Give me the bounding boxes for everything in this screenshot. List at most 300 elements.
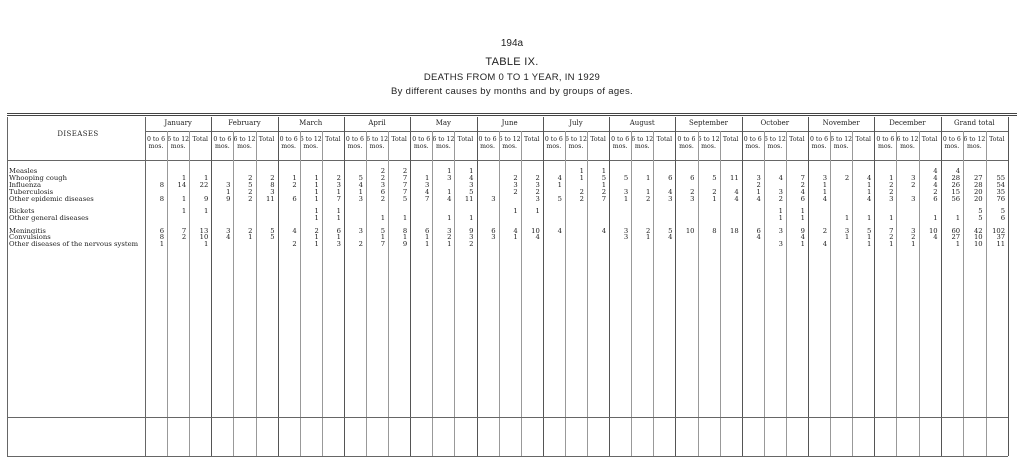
table-cell: 1 <box>336 207 341 216</box>
table-cell: 3 <box>668 194 673 203</box>
table-cell: 1 <box>159 240 165 249</box>
table-cell: 1 <box>623 194 629 203</box>
table-cell: 4 <box>557 226 562 235</box>
table-cell: 3 <box>535 180 540 189</box>
table-bottom-rule <box>7 456 1008 457</box>
col-rule-32 <box>874 117 875 456</box>
table-cell: 20 <box>973 194 983 203</box>
table-cell: 1 <box>579 173 584 182</box>
table-cell: 10 <box>531 226 540 235</box>
table-cell: 4 <box>822 194 828 203</box>
table-cell: 3 <box>358 194 363 203</box>
table-cell: 4 <box>822 240 828 249</box>
table-cell: 9 <box>203 194 209 203</box>
table-cell: 1 <box>822 180 828 189</box>
sub-header-6-1: 6 to 12 mos. <box>564 136 587 150</box>
table-cell: 1 <box>645 233 651 242</box>
sub-header-9-0: 0 to 6 mos. <box>743 136 762 150</box>
table-cell: 2 <box>358 240 363 249</box>
table-cell: 1 <box>866 180 872 189</box>
table-title: DEATHS FROM 0 TO 1 YEAR, IN 1929 <box>423 72 601 83</box>
sub-header-3-1: 6 to 12 mos. <box>366 136 389 150</box>
table-cell: 2 <box>645 226 651 235</box>
table-cell: 1 <box>800 214 805 222</box>
table-cell: 3 <box>778 240 783 249</box>
table-cell: 4 <box>756 194 761 203</box>
month-header-5: June <box>501 119 518 127</box>
table-cell: 42 <box>973 226 983 235</box>
table-cell: 1 <box>314 194 319 203</box>
sub-header-5-0: 0 to 6 mos. <box>478 136 497 150</box>
table-cell: 6 <box>756 226 761 235</box>
table-cell: 10 <box>685 226 695 235</box>
table-cell: 3 <box>844 226 850 235</box>
table-cell: 6 <box>1000 214 1006 222</box>
sub-header-9-1: 6 to 12 mos. <box>763 136 786 150</box>
table-cell: 14 <box>177 180 187 189</box>
table-cell: 1 <box>314 187 319 196</box>
table-cell: 5 <box>1000 207 1006 216</box>
table-cell: 1 <box>314 214 319 222</box>
sub-header-7-2: Total <box>656 136 673 143</box>
table-cell: 9 <box>226 194 231 203</box>
table-cell: 1 <box>336 233 341 242</box>
table-cell: 6 <box>292 194 297 203</box>
header-bottom-rule <box>7 160 1008 161</box>
table-cell: 8 <box>159 180 165 189</box>
sub-header-12-0: 0 to 6 mos. <box>942 136 961 150</box>
table-cell: 4 <box>424 187 430 196</box>
table-cell: 2 <box>513 173 518 182</box>
table-cell: 3 <box>889 194 894 203</box>
table-cell: 1 <box>822 187 828 196</box>
table-cell: 1 <box>424 173 430 182</box>
row-label: Rickets <box>9 208 35 215</box>
row-label: Whooping cough <box>9 174 67 182</box>
table-cell: 1 <box>469 214 474 222</box>
row-label: Other general diseases <box>9 215 89 222</box>
sub-header-1-2: Total <box>258 136 275 143</box>
sub-header-1-1: 6 to 12 mos. <box>233 136 256 150</box>
table-cell: 2 <box>535 187 540 196</box>
table-cell: 4 <box>535 233 540 242</box>
sub-header-7-1: 6 to 12 mos. <box>631 136 654 150</box>
table-cell: 4 <box>933 167 938 175</box>
table-cell: 4 <box>933 180 938 189</box>
table-cell: 6 <box>668 173 673 182</box>
table-cell: 3 <box>424 180 430 189</box>
table-cell: 2 <box>336 173 341 182</box>
table-cell: 1 <box>181 194 187 203</box>
table-cell: 27 <box>951 233 961 242</box>
table-cell: 5 <box>248 180 253 189</box>
row-label: Convulsions <box>9 234 51 242</box>
table-cell: 5 <box>557 194 562 203</box>
month-header-12: Grand total <box>954 119 995 127</box>
table-cell: 5 <box>270 233 275 242</box>
table-cell: 1 <box>402 233 408 242</box>
table-cell: 3 <box>226 180 231 189</box>
table-cell: 1 <box>203 240 209 249</box>
table-cell: 76 <box>996 194 1006 203</box>
table-cell: 20 <box>973 187 983 196</box>
table-cell: 1 <box>579 167 584 175</box>
sub-header-8-1: 6 to 12 mos. <box>697 136 720 150</box>
table-cell: 1 <box>601 167 607 175</box>
table-cell: 1 <box>424 233 430 242</box>
month-header-7: August <box>629 119 655 127</box>
table-cell: 1 <box>424 240 430 249</box>
col-rule-8 <box>344 117 345 456</box>
row-label: Measles <box>9 168 38 175</box>
table-cell: 4 <box>734 194 739 203</box>
table-cell: 4 <box>734 187 739 196</box>
table-cell: 3 <box>226 226 231 235</box>
sub-header-0-0: 0 to 6 mos. <box>147 136 166 150</box>
table-cell: 1 <box>336 214 341 222</box>
sub-header-2-0: 0 to 6 mos. <box>279 136 298 150</box>
row-label: Other diseases of the nervous system <box>9 241 139 249</box>
table-cell: 2 <box>579 194 584 203</box>
sub-header-5-1: 6 to 12 mos. <box>498 136 521 150</box>
table-cell: 2 <box>248 226 253 235</box>
table-cell: 1 <box>203 207 209 216</box>
table-cell: 1 <box>889 214 894 222</box>
table-cell: 10 <box>973 233 983 242</box>
month-header-1: February <box>228 119 261 127</box>
table-cell: 35 <box>996 187 1006 196</box>
sub-header-11-1: 6 to 12 mos. <box>896 136 919 150</box>
table-cell: 1 <box>314 173 319 182</box>
row-label: Influenza <box>9 181 42 189</box>
col-rule-23 <box>675 117 676 456</box>
table-cell: 4 <box>800 233 805 242</box>
table-cell: 1 <box>513 233 518 242</box>
month-header-4: May <box>435 119 451 127</box>
month-header-3: April <box>368 119 386 127</box>
table-cell: 2 <box>889 180 894 189</box>
table-cell: 22 <box>199 180 209 189</box>
row-label: Other epidemic diseases <box>9 195 94 203</box>
table-cell: 1 <box>535 207 540 216</box>
table-cell: 3 <box>491 233 496 242</box>
col-rule-11 <box>410 117 411 456</box>
table-cell: 3 <box>336 180 341 189</box>
table-cell: 3 <box>270 187 275 196</box>
table-cell: 1 <box>645 187 651 196</box>
table-cell: 1 <box>866 233 872 242</box>
table-cell: 11 <box>730 173 739 182</box>
table-cell: 2 <box>690 187 695 196</box>
table-cell: 4 <box>866 194 872 203</box>
table-subtitle: By different causes by months and by groups of ages. <box>391 86 633 97</box>
col-rule-14 <box>477 117 478 456</box>
table-cell: 3 <box>623 187 629 196</box>
table-cell: 1 <box>645 173 651 182</box>
table-cell: 1 <box>778 207 783 216</box>
table-cell: 7 <box>889 226 894 235</box>
table-cell: 3 <box>535 194 540 203</box>
sub-header-12-2: Total <box>989 136 1005 143</box>
table-cell: 7 <box>402 173 408 182</box>
table-cell: 3 <box>778 187 783 196</box>
month-divider-rule <box>145 131 1008 132</box>
total-top-rule <box>7 417 1008 418</box>
table-cell: 3 <box>336 240 341 249</box>
table-cell: 2 <box>889 233 894 242</box>
col-rule-2 <box>211 117 212 456</box>
col-rule-20 <box>609 117 610 456</box>
table-cell: 1 <box>314 233 319 242</box>
table-cell: 4 <box>933 233 938 242</box>
table-cell: 11 <box>265 194 275 203</box>
table-cell: 2 <box>402 167 408 175</box>
table-cell: 7 <box>402 180 408 189</box>
col-rule-17 <box>543 117 544 456</box>
table-cell: 4 <box>866 173 872 182</box>
table-cell: 7 <box>181 226 187 235</box>
table-cell: 1 <box>933 214 938 222</box>
sub-header-0-1: 6 to 12 mos. <box>167 136 190 150</box>
table-cell: 1 <box>314 240 319 249</box>
table-cell: 2 <box>380 194 386 203</box>
table-cell: 4 <box>800 187 805 196</box>
table-cell: 2 <box>822 226 828 235</box>
table-cell: 6 <box>380 187 386 196</box>
table-cell: 1 <box>889 240 894 249</box>
table-cell: 2 <box>270 173 275 182</box>
table-cell: 1 <box>203 173 209 182</box>
table-cell: 7 <box>336 194 341 203</box>
table-cell: 3 <box>911 194 916 203</box>
table-cell: 1 <box>181 173 187 182</box>
sub-header-10-0: 0 to 6 mos. <box>810 136 829 150</box>
table-cell: 7 <box>380 240 386 249</box>
table-cell: 3 <box>380 180 386 189</box>
sub-header-6-2: Total <box>590 136 606 143</box>
table-cell: 5 <box>469 187 474 196</box>
table-cell: 7 <box>402 187 408 196</box>
table-cell: 2 <box>513 187 518 196</box>
table-cell: 5 <box>978 214 983 222</box>
month-header-2: March <box>299 119 323 127</box>
table-cell: 1 <box>314 207 319 216</box>
label-col-rule <box>145 117 146 456</box>
sub-header-4-0: 0 to 6 mos. <box>412 136 431 150</box>
table-cell: 6 <box>424 226 430 235</box>
table-cell: 2 <box>601 187 607 196</box>
table-cell: 6 <box>336 226 341 235</box>
table-cell: 4 <box>447 194 452 203</box>
sub-header-11-2: Total <box>921 136 938 143</box>
table-cell: 2 <box>756 180 761 189</box>
table-cell: 1 <box>800 207 805 216</box>
table-cell: 3 <box>469 180 474 189</box>
table-cell: 3 <box>513 180 518 189</box>
table-cell: 1 <box>955 240 961 249</box>
sub-header-5-2: Total <box>523 136 540 143</box>
table-cell: 10 <box>928 226 938 235</box>
table-cell: 3 <box>358 226 363 235</box>
table-cell: 11 <box>464 194 474 203</box>
table-cell: 1 <box>380 233 386 242</box>
col-rule-5 <box>278 117 279 456</box>
sub-header-2-1: 6 to 12 mos. <box>299 136 322 150</box>
table-cell: 1 <box>601 180 607 189</box>
table-cell: 8 <box>159 233 165 242</box>
table-cell: 9 <box>469 226 474 235</box>
table-cell: 6 <box>933 194 938 203</box>
table-cell: 37 <box>996 233 1006 242</box>
table-cell: 4 <box>513 226 518 235</box>
table-cell: 3 <box>756 173 761 182</box>
row-label: Meningitis <box>9 227 46 235</box>
table-cell: 2 <box>469 240 474 249</box>
sub-header-3-2: Total <box>391 136 407 143</box>
table-cell: 1 <box>778 214 783 222</box>
table-cell: 5 <box>623 173 629 182</box>
table-cell: 2 <box>181 233 187 242</box>
sub-header-4-1: 6 to 12 mos. <box>432 136 455 150</box>
table-cell: 4 <box>601 226 607 235</box>
table-cell: 2 <box>800 180 805 189</box>
table-cell: 1 <box>866 214 872 222</box>
sub-header-0-2: Total <box>192 136 208 143</box>
month-header-10: November <box>822 119 860 127</box>
table-cell: 4 <box>756 233 761 242</box>
sub-header-1-0: 0 to 6 mos. <box>213 136 232 150</box>
table-cell: 1 <box>712 194 717 203</box>
table-cell: 1 <box>844 214 850 222</box>
table-cell: 2 <box>535 173 540 182</box>
sub-header-12-1: 6 to 12 mos. <box>963 136 986 150</box>
table-cell: 1 <box>447 214 452 222</box>
table-cell: 56 <box>951 194 961 203</box>
table-cell: 1 <box>866 240 872 249</box>
sub-header-10-1: 6 to 12 mos. <box>830 136 853 150</box>
table-cell: 5 <box>601 173 607 182</box>
table-cell: 1 <box>447 167 452 175</box>
table-cell: 4 <box>668 187 673 196</box>
table-cell: 8 <box>712 226 717 235</box>
table-cell: 1 <box>447 240 452 249</box>
table-label: TABLE IX. <box>485 56 539 68</box>
table-cell: 3 <box>623 233 629 242</box>
table-cell: 11 <box>996 240 1006 249</box>
table-cell: 60 <box>951 226 961 235</box>
table-cell: 7 <box>601 194 607 203</box>
sub-header-8-0: 0 to 6 mos. <box>677 136 696 150</box>
month-header-8: September <box>689 119 729 127</box>
table-cell: 27 <box>973 173 983 182</box>
row-label: Tuberculosis <box>9 188 54 196</box>
table-cell: 1 <box>889 173 894 182</box>
table-cell: 3 <box>447 226 452 235</box>
table-cell: 15 <box>951 187 961 196</box>
table-cell: 7 <box>424 194 430 203</box>
table-cell: 5 <box>380 226 386 235</box>
table-cell: 2 <box>380 167 386 175</box>
table-cell: 2 <box>911 180 916 189</box>
table-cell: 9 <box>402 240 408 249</box>
table-cell: 6 <box>159 226 165 235</box>
table-cell: 1 <box>226 187 231 196</box>
table-cell: 1 <box>955 214 961 222</box>
table-cell: 4 <box>778 173 783 182</box>
table-cell: 2 <box>712 187 717 196</box>
table-cell: 8 <box>402 226 408 235</box>
table-cell: 4 <box>358 180 363 189</box>
table-cell: 1 <box>181 207 187 216</box>
left-rule <box>7 117 8 456</box>
table-cell: 1 <box>756 187 761 196</box>
table-cell: 5 <box>358 173 363 182</box>
month-header-0: January <box>164 119 192 127</box>
table-cell: 9 <box>800 226 805 235</box>
table-cell: 5 <box>270 226 275 235</box>
table-cell: 1 <box>513 207 518 216</box>
table-cell: 6 <box>690 173 695 182</box>
table-cell: 5 <box>866 226 872 235</box>
table-cell: 2 <box>292 180 297 189</box>
table-cell: 5 <box>668 226 673 235</box>
table-cell: 102 <box>992 226 1006 235</box>
table-cell: 2 <box>778 194 783 203</box>
table-cell: 5 <box>712 173 717 182</box>
table-cell: 6 <box>491 226 496 235</box>
table-cell: 4 <box>469 173 474 182</box>
table-cell: 3 <box>447 173 452 182</box>
month-header-11: December <box>889 119 926 127</box>
sub-header-6-0: 0 to 6 mos. <box>544 136 563 150</box>
sub-header-4-2: Total <box>457 136 474 143</box>
table-cell: 4 <box>226 233 231 242</box>
table-cell: 1 <box>402 214 408 222</box>
month-header-6: July <box>569 119 583 127</box>
table-cell: 2 <box>248 187 253 196</box>
table-cell: 4 <box>933 173 938 182</box>
diseases-header: DISEASES <box>57 130 99 138</box>
table-cell: 3 <box>911 173 916 182</box>
table-cell: 3 <box>623 226 629 235</box>
table-cell: 1 <box>336 187 341 196</box>
table-cell: 1 <box>314 180 319 189</box>
table-cell: 3 <box>822 173 828 182</box>
table-cell: 8 <box>270 180 275 189</box>
table-cell: 4 <box>955 167 961 175</box>
table-cell: 8 <box>159 194 165 203</box>
table-cell: 1 <box>557 180 562 189</box>
month-header-9: October <box>760 119 790 127</box>
table-cell: 6 <box>800 194 805 203</box>
table-cell: 3 <box>778 226 783 235</box>
col-rule-29 <box>808 117 809 456</box>
table-cell: 2 <box>645 194 651 203</box>
table-cell: 3 <box>469 233 474 242</box>
table-cell: 26 <box>951 180 961 189</box>
table-cell: 18 <box>730 226 739 235</box>
table-cell: 1 <box>844 233 850 242</box>
col-rule-38 <box>1008 117 1009 456</box>
table-cell: 2 <box>248 194 253 203</box>
table-cell: 1 <box>380 214 386 222</box>
table-cell: 1 <box>469 167 474 175</box>
table-cell: 2 <box>292 240 297 249</box>
sub-header-10-2: Total <box>855 136 871 143</box>
table-cell: 5 <box>402 194 408 203</box>
table-cell: 3 <box>911 226 916 235</box>
table-cell: 1 <box>800 240 805 249</box>
